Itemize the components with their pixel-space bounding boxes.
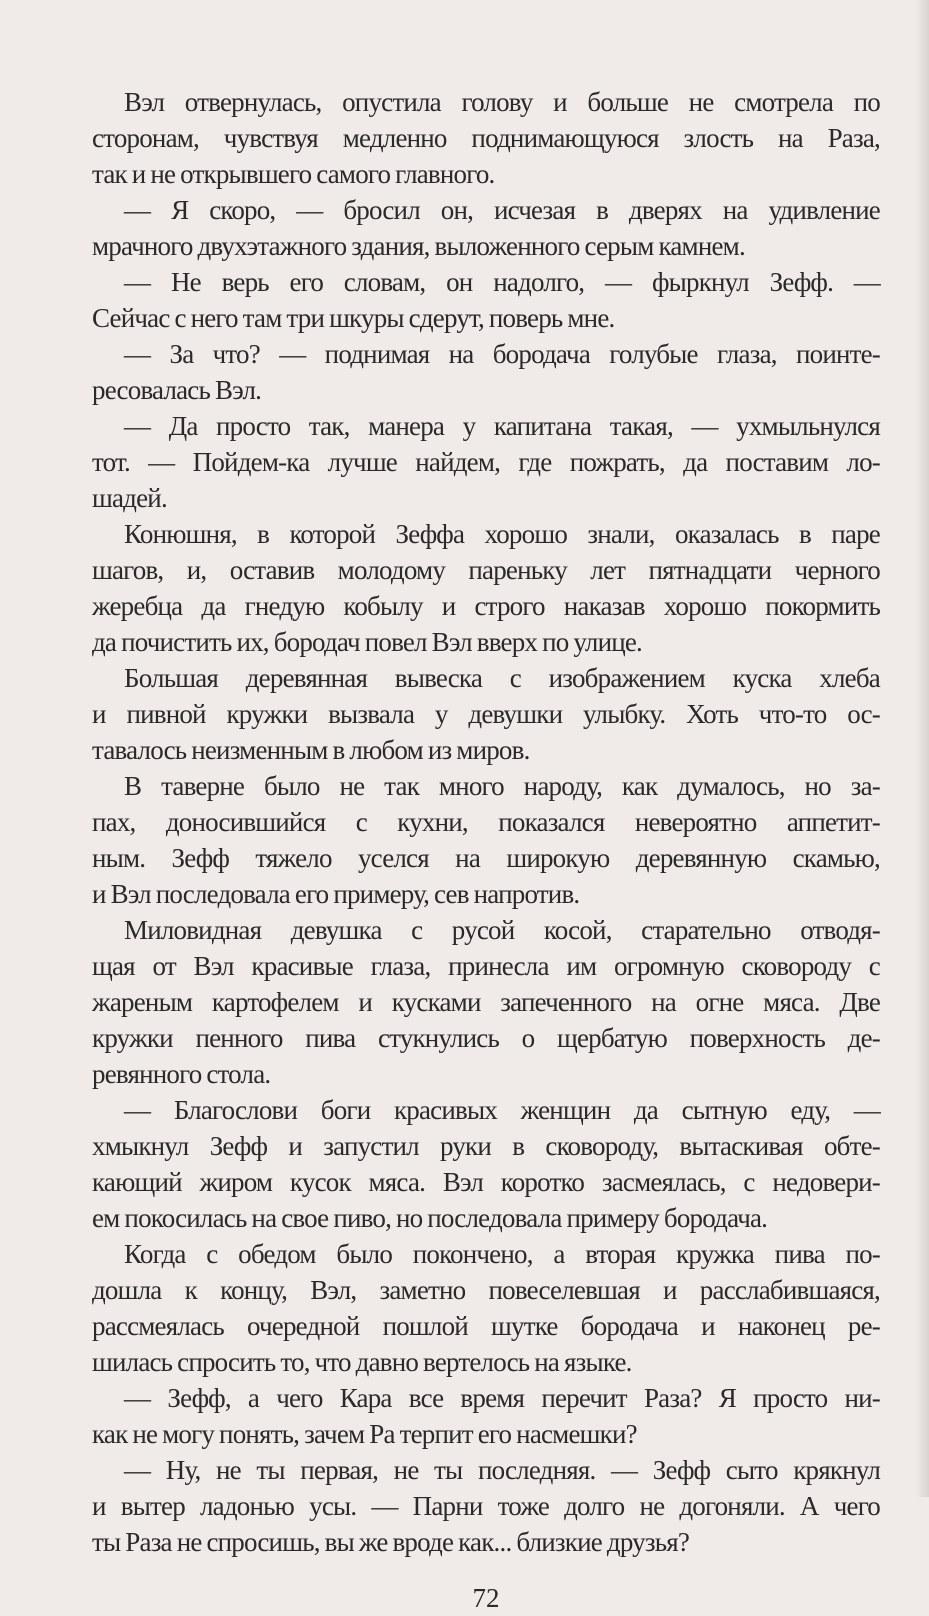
page-body	[92, 84, 880, 1560]
text-line: и Вэл последовала его примеру, сев напротив.	[92, 879, 580, 909]
text-line: шилась спросить то, что давно вертелось на языке.	[92, 1347, 632, 1377]
text-line: тот. — Пойдем-ка лучше найдем, где пожрать, да поставим ло-	[92, 447, 880, 477]
page-edge-shadow	[915, 0, 929, 1497]
text-line: Сейчас с него там три шкуры сдерут, поверь мне.	[92, 303, 615, 333]
paragraph	[92, 768, 880, 912]
paragraph	[92, 1380, 880, 1452]
text-line: хмыкнул Зефф и запустил руки в сковороду, вытаскивая обте-	[92, 1131, 880, 1161]
text-line: — Зефф, а чего Кара все время перечит Раза? Я просто ни-	[124, 1383, 880, 1413]
text-line: — За что? — поднимая на бородача голубые глаза, поинте-	[124, 339, 880, 369]
text-line: — Да просто так, манера у капитана такая, — ухмыльнулся	[124, 411, 880, 441]
text-line: — Не верь его словам, он надолго, — фыркнул Зефф. —	[124, 267, 880, 297]
paragraph	[92, 1452, 880, 1560]
text-line: тавалось неизменным в любом из миров.	[92, 735, 530, 765]
text-line: и вытер ладонью усы. — Парни тоже долго не догоняли. А чего	[92, 1491, 880, 1521]
text-line: шадей.	[92, 483, 167, 513]
paragraph	[92, 264, 880, 336]
page-sheet	[92, 84, 880, 1616]
text-line: Когда с обедом было покончено, а вторая кружка пива по-	[124, 1239, 880, 1269]
text-line: Конюшня, в которой Зеффа хорошо знали, оказалась в паре	[124, 519, 880, 549]
text-line: Большая деревянная вывеска с изображением куска хлеба	[124, 663, 880, 693]
text-line: как не могу понять, зачем Ра терпит его насмешки?	[92, 1419, 637, 1449]
text-line: сторонам, чувствуя медленно поднимающуюся злость на Раза,	[92, 123, 880, 153]
paragraph	[92, 912, 880, 1092]
text-line: рассмеялась очередной пошлой шутке бородача и наконец ре-	[92, 1311, 880, 1341]
text-line: ем покосилась на свое пиво, но последовала примеру бородача.	[92, 1203, 768, 1233]
text-line: жеребца да гнедую кобылу и строго наказав хорошо покормить	[92, 591, 880, 621]
text-line: так и не открывшего самого главного.	[92, 159, 495, 189]
text-line: ты Раза не спросишь, вы же вроде как... близкие друзья?	[92, 1527, 690, 1557]
text-line: и пивной кружки вызвала у девушки улыбку. Хоть что-то ос-	[92, 699, 880, 729]
paragraph	[92, 192, 880, 264]
paragraph	[92, 1092, 880, 1236]
text-line: В таверне было не так много народу, как думалось, но за-	[124, 771, 880, 801]
page-number: 72	[472, 1583, 500, 1613]
paragraph	[92, 660, 880, 768]
text-line: кающий жиром кусок мяса. Вэл коротко засмеялась, с недовери-	[92, 1167, 880, 1197]
text-line: шагов, и, оставив молодому пареньку лет пятнадцати черного	[92, 555, 880, 585]
text-line: ресовалась Вэл.	[92, 375, 262, 405]
text-line: — Ну, не ты первая, не ты последняя. — Зефф сыто крякнул	[124, 1455, 880, 1485]
paragraph	[92, 516, 880, 660]
text-line: ным. Зефф тяжело уселся на широкую деревянную скамью,	[92, 843, 880, 873]
text-line: — Благослови боги красивых женщин да сытную еду, —	[124, 1095, 880, 1125]
paragraph	[92, 408, 880, 516]
text-line: кружки пенного пива стукнулись о щербатую поверхность де-	[92, 1023, 880, 1053]
text-line: щая от Вэл красивые глаза, принесла им огромную сковороду с	[92, 951, 880, 981]
text-line: да почистить их, бородач повел Вэл вверх по улице.	[92, 627, 642, 657]
text-line: дошла к концу, Вэл, заметно повеселевшая и расслабившаяся,	[92, 1275, 880, 1305]
paragraph	[92, 84, 880, 192]
text-line: пах, доносившийся с кухни, показался невероятно аппетит-	[92, 807, 880, 837]
paragraph	[92, 336, 880, 408]
text-line: — Я скоро, — бросил он, исчезая в дверях на удивление	[124, 195, 880, 225]
text-line: жареным картофелем и кусками запеченного на огне мяса. Две	[92, 987, 880, 1017]
paragraph	[92, 1236, 880, 1380]
text-line: Миловидная девушка с русой косой, старательно отводя-	[124, 915, 880, 945]
text-line: мрачного двухэтажного здания, выложенного серым камнем.	[92, 231, 745, 261]
text-line: ревянного стола.	[92, 1059, 271, 1089]
text-line: Вэл отвернулась, опустила голову и больше не смотрела по	[124, 87, 880, 117]
